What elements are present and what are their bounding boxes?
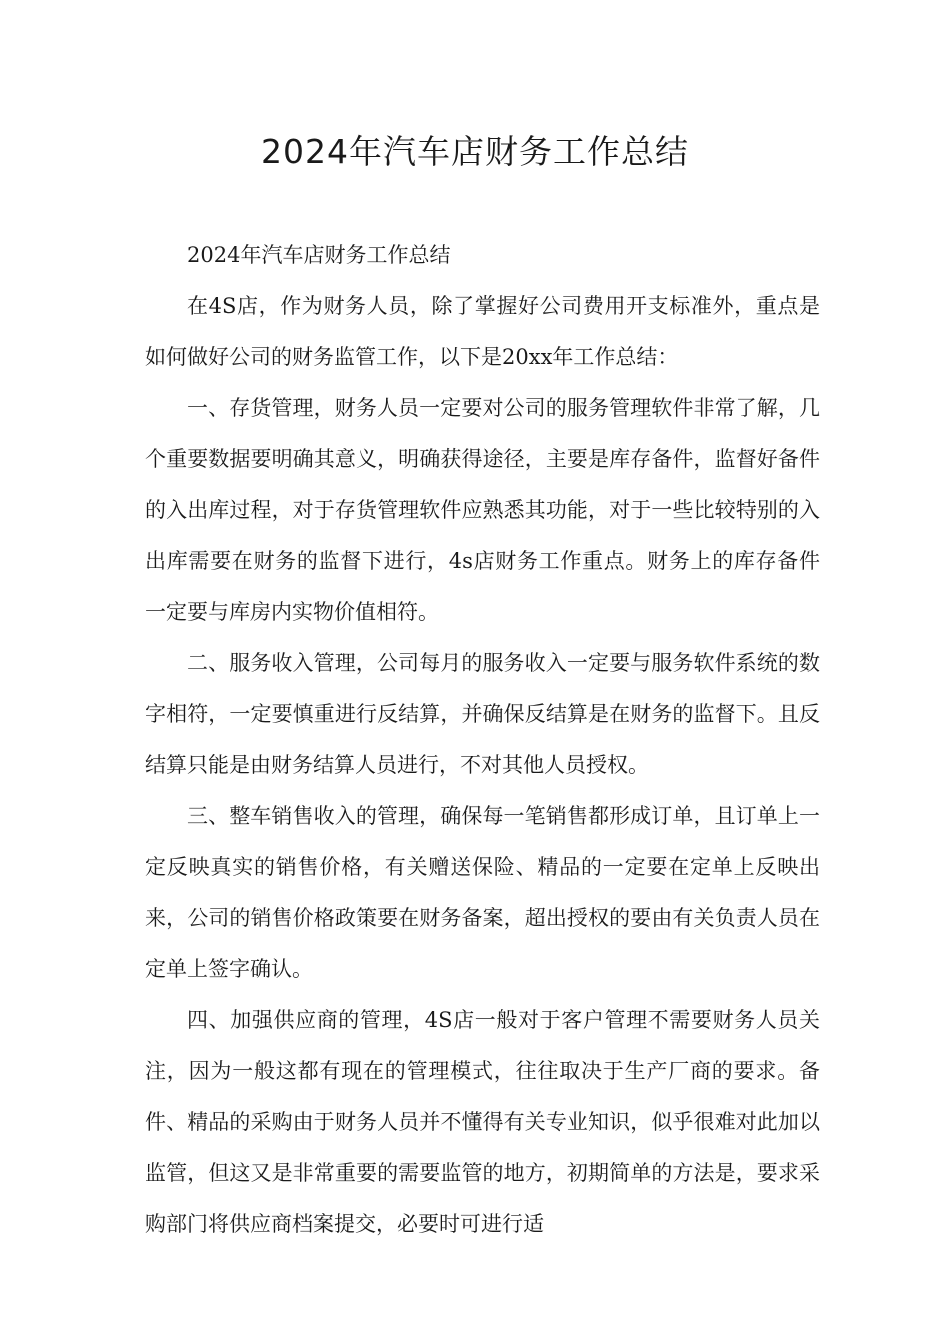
paragraph-suppliers: 四、加强供应商的管理，4S店一般对于客户管理不需要财务人员关注，因为一般这都有现在的管理模式，往往取决于生产厂商的要求。备件、精品的采购由于财务人员并不懂得有关专业知识，似乎很难对此加以监管，但这又是非常重要的需要监管的地方，初期简单的方法是，要求采购部门将供应商档案提交，必要时可进行适	[145, 1008, 820, 1236]
paragraph-inventory: 一、存货管理，财务人员一定要对公司的服务管理软件非常了解，几个重要数据要明确其意义，明确获得途径，主要是库存备件，监督好备件的入出库过程，对于存货管理软件应熟悉其功能，对于一些比较特别的入出库需要在财务的监督下进行，4s店财务工作重点。财务上的库存备件一定要与库房内实物价值相符。	[145, 396, 820, 624]
paragraph-subtitle: 2024年汽车店财务工作总结	[187, 243, 451, 267]
paragraph-service-income: 二、服务收入管理，公司每月的服务收入一定要与服务软件系统的数字相符，一定要慎重进行反结算，并确保反结算是在财务的监督下。且反结算只能是由财务结算人员进行，不对其他人员授权。	[145, 651, 820, 777]
document-title: 2024年汽车店财务工作总结	[261, 132, 689, 171]
paragraph-vehicle-sales: 三、整车销售收入的管理，确保每一笔销售都形成订单，且订单上一定反映真实的销售价格，有关赠送保险、精品的一定要在定单上反映出来，公司的销售价格政策要在财务备案，超出授权的要由有关负责人员在定单上签字确认。	[145, 804, 820, 981]
paragraph-intro: 在4S店，作为财务人员，除了掌握好公司费用开支标准外，重点是如何做好公司的财务监管工作，以下是20xx年工作总结：	[145, 294, 820, 369]
document-body	[145, 230, 820, 1250]
